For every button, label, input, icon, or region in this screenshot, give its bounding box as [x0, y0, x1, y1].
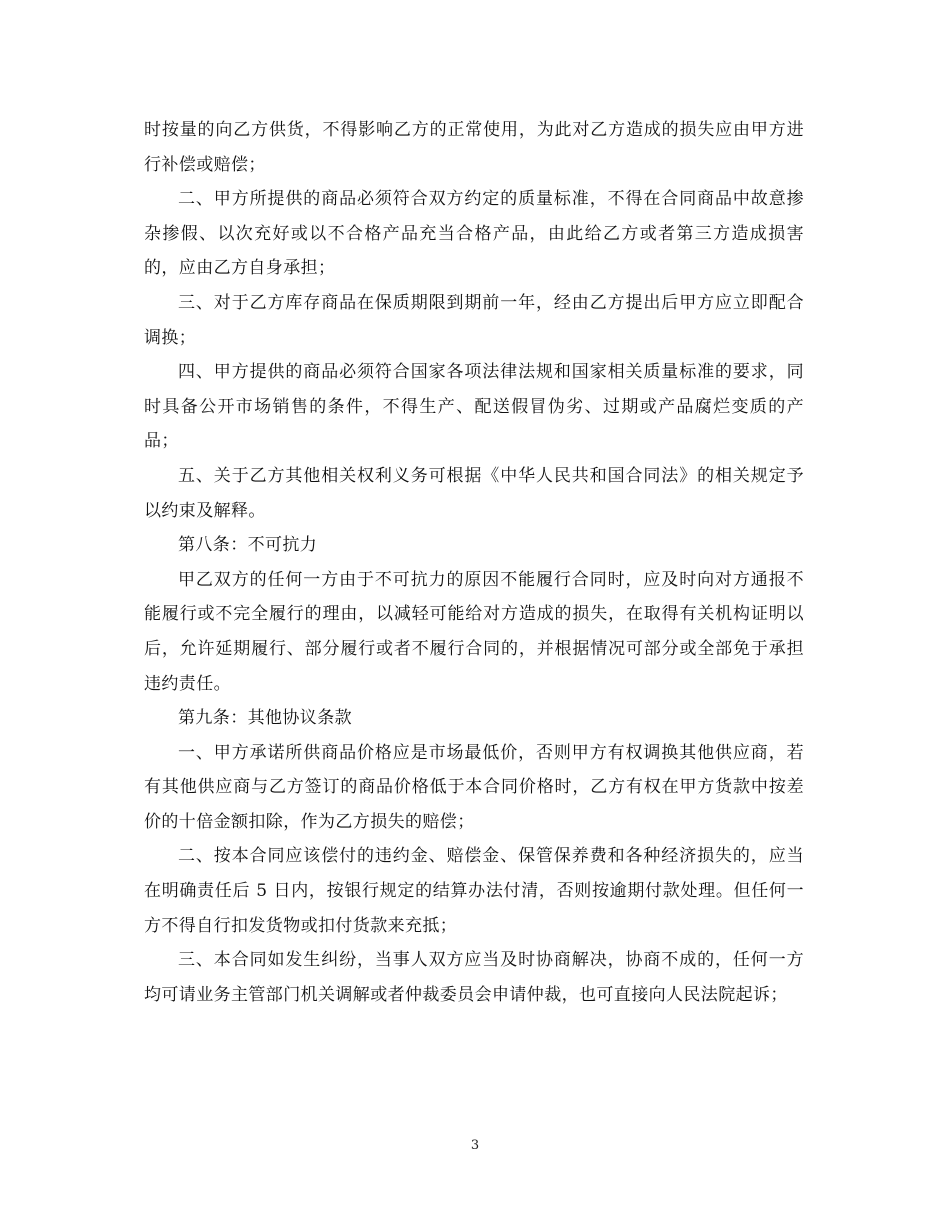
paragraph-clause-disputes: 三、本合同如发生纠纷，当事人双方应当及时协商解决，协商不成的，任何一方均可请业务主管部门机关调解或者仲裁委员会申请仲裁，也可直接向人民法院起诉； [144, 950, 804, 1005]
paragraph-force-majeure: 甲乙双方的任何一方由于不可抗力的原因不能履行合同时，应及时向对方通报不能履行或不完全履行的理由，以减轻可能给对方造成的损失，在取得有关机构证明以后，允许延期履行、部分履行或者不履行合同的，并根据情况可部分或全部免于承担违约责任。 [144, 569, 804, 694]
heading-article-9: 第九条：其他协议条款 [178, 708, 352, 729]
document-body [144, 113, 804, 1012]
heading-article-8: 第八条：不可抗力 [178, 535, 318, 556]
paragraph-supply-continuation: 时按量的向乙方供货，不得影响乙方的正常使用，为此对乙方造成的损失应由甲方进行补偿或赔偿； [144, 120, 804, 175]
paragraph-clause-penalties: 二、按本合同应该偿付的违约金、赔偿金、保管保养费和各种经济损失的，应当在明确责任后 5 日内，按银行规定的结算办法付清，否则按逾期付款处理。但任何一方不得自行扣发货物或扣付货款来充抵； [144, 846, 804, 936]
paragraph-clause-compliance: 四、甲方提供的商品必须符合国家各项法律法规和国家相关质量标准的要求，同时具备公开市场销售的条件，不得生产、配送假冒伪劣、过期或产品腐烂变质的产品； [144, 362, 804, 452]
paragraph-clause-rights: 五、关于乙方其他相关权利义务可根据《中华人民共和国合同法》的相关规定予以约束及解释。 [144, 465, 804, 521]
paragraph-clause-quality: 二、甲方所提供的商品必须符合双方约定的质量标准，不得在合同商品中故意掺杂掺假、以次充好或以不合格产品充当合格产品，由此给乙方或者第三方造成损害的，应由乙方自身承担； [144, 189, 804, 279]
paragraph-clause-pricing: 一、甲方承诺所供商品价格应是市场最低价，否则甲方有权调换其他供应商，若有其他供应商与乙方签订的商品价格低于本合同价格时，乙方有权在甲方货款中按差价的十倍金额扣除，作为乙方损失的赔偿； [144, 742, 804, 832]
page-number: 3 [470, 1138, 480, 1153]
paragraph-clause-exchange: 三、对于乙方库存商品在保质期限到期前一年，经由乙方提出后甲方应立即配合调换； [144, 292, 804, 348]
